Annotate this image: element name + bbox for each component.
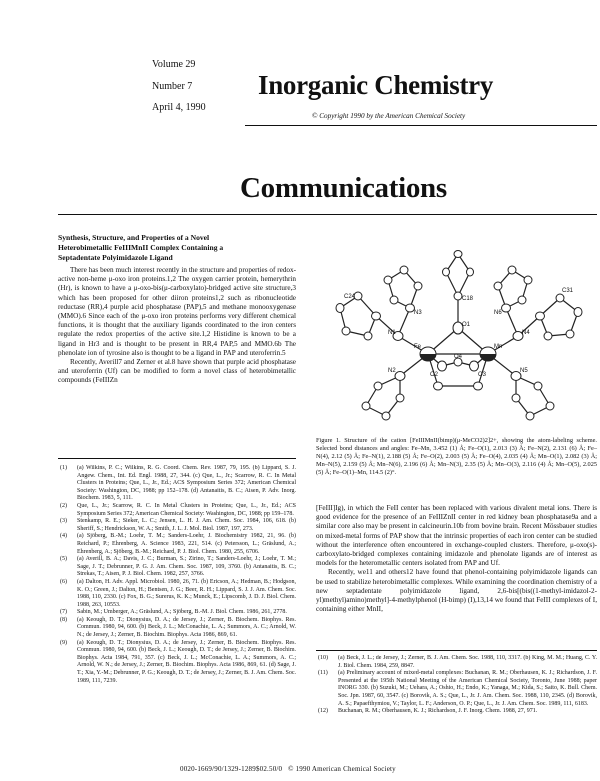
reference-number: (1) bbox=[60, 465, 67, 471]
reference-number: (5) bbox=[60, 556, 67, 563]
reference-text: (a) Preliminary account of mixed-metal complexes: Buchanan, R. M.; Oberhausen, K. J.; Richardson, J. F. Presented at the 195th National Meeting of the American Chemical Society, Toronto, June 1988; paper INORG 330. (b) Suzuki, M.; Uehara, A.; Oshio, H.; Endo, K.; Yanaga, M.; Kida, S.; Saito, K. Bull. Chem. Soc. Jpn. 1987, 60, 3547. (c) Borovik, A. S.; Que, L., Jr. J. Am. Chem. Soc. 1988, 110, 2345. (d) Borovik, A. S.; Papaefthymiou, V.; Taylor, L. F.; Anderson, O. P.; Que, L., Jr. J. Am. Chem. Soc. 1989, 111, 6183. bbox=[338, 670, 597, 707]
journal-title: Inorganic Chemistry bbox=[258, 70, 494, 100]
atom-label: O1 bbox=[462, 322, 471, 328]
reference-number: (9) bbox=[60, 639, 67, 646]
section-rule bbox=[58, 214, 597, 215]
reference-number: (2) bbox=[60, 502, 67, 509]
atom-label: N4 bbox=[522, 330, 530, 336]
reference-number: (11) bbox=[318, 670, 328, 677]
article-title-line: Synthesis, Structure, and Properties of a Novel bbox=[58, 233, 210, 242]
issue-number: Number 7 bbox=[152, 81, 193, 92]
atom-label: Mn bbox=[494, 344, 503, 350]
reference-number: (4) bbox=[60, 533, 67, 540]
reference-text: (a) Keough, D. T.; Dionysius, D. A.; de Jersey, J.; Zerner, B. Biochem. Biophys. Res. Commun. 1980, 94, 600. (b) Beck, J. L.; Keough, D. T.; de Jersey, J.; Zerner, B. Biochim. Biophys. Acta 1984, 791, 357. (c) Beck, J. L.; McConachie, L. A.; Summors, A. C.; Arnold, W. N.; de Jersey, J.; Zerner, B. Biochim. Biophys. Acta 1986, 869, 61. (d) Sage, J. T.; Xia, Y.-M.; Debrunner, P. G.; Keough, D. T.; de Jersey, J.; Zerner, B. J. Am. Chem. Soc. 1989, 111, 7239. bbox=[77, 639, 296, 684]
reference-item bbox=[316, 655, 597, 670]
body-paragraph: Recently, Averill7 and Zerner et al.8 have shown that purple acid phosphatase and uteroferrin (Uf) can be modified to form a novel class of heterobimetallic compounds (FeIIIZn bbox=[58, 358, 296, 385]
right-body-text bbox=[316, 504, 597, 646]
atom-label: N5 bbox=[520, 368, 528, 374]
reference-item bbox=[58, 465, 296, 503]
reference-number: (6) bbox=[60, 578, 67, 585]
body-paragraph: There has been much interest recently in the structure and properties of redox-active non-heme μ-oxo iron proteins.1,2 The oxygen carrier protein, hemerythrin (Hr), is known to have a μ-oxo-bis(μ-carboxylato)-bridged active site structure,3 which has been proposed for other diiron proteins1,2 such as ribonucleotide reductase (RR),4 purple acid phosphatase (PAP),5 and methane monooxygenase (MMO).6 Since each of the μ-oxo iron proteins performs very different chemical functions, it is thought that the auxiliary ligands coordinated to the iron centers regulate the redox properties of the active site.1,2 Histidine is known to be a ligand in Hr3 and is thought to be present in RR,4 PAP,5 and MMO.6b The phenolate ion of tyrosine also is thought to be a ligand in PAP and uteroferrin.5 bbox=[58, 266, 296, 357]
reference-text: Stenkamp, R. E.; Sieker, L. C.; Jensen, L. H. J. Am. Chem. Soc. 1984, 106, 618. (b) Sheriff, S.; Hendrickson, W. A.; Smith, J. L. J. Mol. Biol. 1987, 197, 273. bbox=[77, 518, 296, 532]
article-title-line: Heterobimetallic FeIIIMnII Complex Containing a bbox=[58, 243, 224, 252]
section-title: Communications bbox=[240, 172, 447, 204]
reference-text: (a) Sjöberg, B.-M.; Loehr, T. M.; Sanders-Loehr, J. Biochemistry 1982, 21, 96. (b) Reichard, P.; Ehrenberg, A. Science 1983, 221, 514. (c) Petersson, L.; Gräslund, A.; Ehrenberg, A.; Sjöberg, B.-M.; Reichard, P. J. Biol. Chem. 1980, 255, 6706. bbox=[77, 533, 296, 555]
article-title-line: Septadentate Polyimidazole Ligand bbox=[58, 253, 173, 262]
atom-label: Fe bbox=[414, 344, 422, 350]
reference-item bbox=[58, 609, 296, 617]
reference-item bbox=[58, 640, 296, 686]
reference-number: (7) bbox=[60, 609, 67, 616]
reference-item bbox=[58, 503, 296, 518]
page-footer: 0020-1669/90/1329-1289$02.50/0 © 1990 American Chemical Society bbox=[180, 765, 396, 773]
reference-item bbox=[316, 670, 597, 708]
reference-text: (a) Keough, D. T.; Dionysius, D. A.; de Jersey, J.; Zerner, B. Biochem. Biophys. Res. Commun. 1980, 94, 600. (b) Beck, J. L.; McConachie, L. A.; Summors, A. C.; Arnold, W. N.; de Jersey, J.; Zerner, B. Biochim. Biophys. Acta 1986, 869, 61. bbox=[77, 616, 296, 639]
references-left bbox=[58, 465, 296, 757]
atom-label: C24 bbox=[344, 294, 356, 300]
atom-label: C31 bbox=[562, 288, 574, 294]
reference-text: (a) Beck, J. L.; de Jersey, J.; Zerner, B. J. Am. Chem. Soc. 1988, 110, 3317. (b) King, M. M.; Huang, C. Y. J. Biol. Chem. 1984, 259, 8847. bbox=[338, 655, 597, 669]
reference-item bbox=[58, 556, 296, 579]
reference-text: (a) Wilkins, P. C.; Wilkins, R. G. Coord. Chem. Rev. 1987, 79, 195. (b) Lippard, S. J. Angew. Chem., Int. Ed. Engl. 1988, 27, 344. (c) Que, L., Jr.; Scarrow, R. C. In Metal Clusters in Proteins; Que, L., Jr., Ed.; ACS Symposium Series 372; American Chemical Society: Washington, DC, 1988; pp 152–178. (d) Antanaitis, B. C.; Aisen, P. Adv. Inorg. Biochem. 1983, 5, 111. bbox=[77, 465, 296, 502]
masthead-rule bbox=[245, 125, 597, 126]
reference-number: (8) bbox=[60, 616, 67, 623]
atom-label: N2 bbox=[388, 368, 396, 374]
figure-caption: Figure 1. Structure of the cation [FeIIIMnII(bimp)(μ-MeCO2)2]2+, showing the atom-labeling scheme. Selected bond distances and angles: Fe–Mn, 3.452 (1) Å; Fe–O(1), 2.013 (3) Å; Fe–N(2), 2.131 (6) Å; Fe–N(4), 2.12 (5) Å; Fe–N(1), 2.188 (5) Å; Fe–O(2), 2.003 (5) Å; Fe–O(4), 2.035 (4) Å; Mn–O(1), 2.082 (3) Å; Mn–N(5), 2.159 (5) Å; Mn–N(6), 2.196 (6) Å; Mn–N(3), 2.35 (5) Å; Mn–O(3), 2.116 (4) Å; Mn–O(5), 2.025 (5) Å; Fe–O(1)–Mn, 114.5 (2)°. bbox=[316, 437, 597, 477]
reference-item bbox=[316, 708, 597, 716]
atom-label: C18 bbox=[462, 296, 474, 302]
atom-label: N3 bbox=[414, 310, 422, 316]
reference-item bbox=[58, 617, 296, 640]
reference-item bbox=[58, 518, 296, 533]
references-right bbox=[316, 655, 597, 758]
references-rule bbox=[58, 458, 296, 459]
article-title bbox=[58, 233, 293, 263]
left-body-text bbox=[58, 266, 296, 450]
atom-label: O2 bbox=[430, 372, 439, 378]
reference-text: Buchanan, R. M.; Oberhausen, K. J.; Richardson, J. F. Inorg. Chem. 1988, 27, 971. bbox=[338, 708, 538, 715]
reference-text: (a) Dalton, H. Adv. Appl. Microbiol. 1980, 26, 71. (b) Ericson, A.; Hedman, B.; Hodgson, K. O.; Green, J.; Dalton, H.; Bentsen, J. G.; Beer, R. H.; Lippard, S. J. J. Am. Chem. Soc. 1988, 110, 2330. (c) Fox, B. G.; Surerus, K. K.; Munck, E.; Lipscomb, J. D. J. Biol. Chem. 1988, 263, 10553. bbox=[77, 578, 296, 608]
references-rule-right bbox=[316, 650, 597, 651]
body-paragraph: Recently, we11 and others12 have found that phenol-containing polyimidazole ligands can be used to stabilize heterobimetallic complexes. While examining the coordination chemistry of a new septadentate polyimidazole ligand, 2,6-bis[(bis((1-methyl-imidazol-2-yl)methyl)amino)methyl]-4-methylphenol (H-bimp) (I),13,14 we found that FeIII complexes of I, containing either MnII, bbox=[316, 568, 597, 614]
reference-number: (3) bbox=[60, 518, 67, 525]
reference-text: Sabin, M.; Umberger, A.; Gräslund, A.; Sjöberg, B.-M. J. Biol. Chem. 1986, 261, 2778. bbox=[77, 609, 287, 616]
atom-label: N1 bbox=[388, 330, 396, 336]
issue-date: April 4, 1990 bbox=[152, 102, 206, 113]
reference-number: (12) bbox=[318, 708, 328, 715]
body-paragraph: [FeIII]Ig), in which the FeII center has been replaced with various divalent metal ions. There is good evidence for the presence of an FeIIIZnII center in red kidney bean phosphatase9a and a similar core also may be present in calcineurin.10b from bovine brain. Recent Mössbauer studies on mixed-metal forms of PAP show that the intrinsic properties of each iron center can be studied without the interference often encountered in exchange-coupled clusters. Therefore, μ-oxo(s)-carboxylato-bridged complexes containing imidazole and phenolate ligands are of interest as models for the heterometallic centers isolated from PAP and Uf. bbox=[316, 504, 597, 568]
reference-text: (a) Averill, B. A.; Davis, J. C.; Burman, S.; Zirino, T.; Sanders-Loehr, J.; Loehr, T. M.; Sage, J. T.; Debrunner, P. G. J. Am. Chem. Soc. 1987, 109, 3760. (b) Antanaitis, B. C.; Strekas, T.; Aisen, P. J. Biol. Chem. 1982, 257, 3766. bbox=[77, 556, 296, 578]
copyright-line: © Copyright 1990 by the American Chemical Society bbox=[312, 112, 466, 120]
volume-number: Volume 29 bbox=[152, 59, 196, 70]
reference-item bbox=[58, 579, 296, 609]
molecular-structure-figure bbox=[318, 236, 596, 426]
atom-label: N6 bbox=[494, 310, 502, 316]
atom-label: O3 bbox=[478, 372, 487, 378]
reference-text: Que, L., Jr.; Scarrow, R. C. In Metal Clusters in Proteins; Que, L., Jr., Ed.; ACS Symposium Series 372; American Chemical Society: Washington, DC, 1988; pp 159–178. bbox=[77, 502, 296, 517]
reference-item bbox=[58, 533, 296, 556]
reference-number: (10) bbox=[318, 655, 328, 661]
atom-label: O4 bbox=[454, 354, 463, 360]
